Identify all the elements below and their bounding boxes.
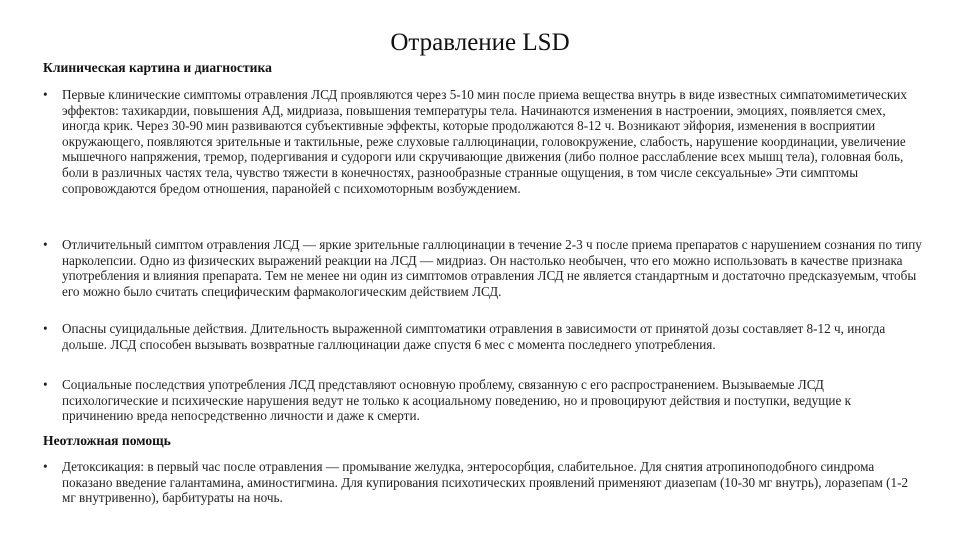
section-heading-clinical: Клиническая картина и диагностика [43,60,272,75]
bullet-icon: • [43,377,48,392]
bullet-icon: • [43,87,48,102]
bullet-item [43,237,923,299]
bullet-text: Социальные последствия употребления ЛСД представляют основную проблему, связанную с его распространением. Вызываемые ЛСД психологические и психические нарушения ведут не только к асоциальному поведению, но и провоцируют действия и поступки, ведущие к причинению вреда непосредственно личности и даже к смерти. [62,377,852,424]
bullet-text: Детоксикация: в первый час после отравления — промывание желудка, энтеросорбция, слабительное. Для снятия атропиноподобного синдрома показано введение галантамина, аминостигмина. Для купирования психотических проявлений применяют диазепам (10-30 мг внутрь), лоразепам (1-2 мг внутривенно), барбитураты на ночь. [62,459,909,506]
bullet-icon: • [43,237,48,252]
bullet-text: Отличительный симптом отравления ЛСД — яркие зрительные галлюцинации в течение 2-3 ч после приема препаратов с нарушением сознания по типу нарколепсии. Одно из физических выражений реакции на ЛСД — мидриаз. Он настолько необычен, что его можно использовать в качестве признака употребления и влияния препарата. Тем не менее ни один из симптомов отравления ЛСД не является стандартным и достаточно предсказуемым, чтобы его можно было считать специфическим фармакологическим действием ЛСД. [62,237,922,299]
slide-title: Отравление LSD [390,29,570,56]
bullet-item [43,459,923,506]
bullet-item [43,321,923,352]
bullet-item [43,377,923,424]
bullet-icon: • [43,321,48,336]
bullet-icon: • [43,459,48,474]
bullet-item [43,87,923,196]
bullet-text: Опасны суицидальные действия. Длительность выраженной симптоматики отравления в зависимости от принятой дозы составляет 8-12 ч, иногда дольше. ЛСД способен вызывать возвратные галлюцинации даже спустя 6 мес с момента последнего употребления. [62,321,886,352]
bullet-text: Первые клинические симптомы отравления ЛСД проявляются через 5-10 мин после приема вещества внутрь в виде известных симпатомиметических эффектов: тахикардии, повышения АД, мидриаза, повышения температуры тела. Начинаются изменения в настроении, эмоциях, появляется смех, иногда крик. Через 30-90 мин развиваются субъективные эффекты, которые продолжаются 8-12 ч. Возникают эйфория, изменения в восприятии окружающего, появляются зрительные и тактильные, реже слуховые галлюцинации, головокружение, слабость, нарушение координации, увеличение мышечного напряжения, тремор, подергивания и судороги или скручивающие движения (либо полное расслабление всех мышц тела), головная боль, боли в различных частях тела, чувство тяжести в конечностях, разнообразные странные ощущения, в том числе сексуальные» Эти симптомы сопровождаются бредом отношения, паранойей с психомоторным возбуждением. [62,87,907,196]
section-heading-emergency: Неотложная помощь [43,433,171,448]
